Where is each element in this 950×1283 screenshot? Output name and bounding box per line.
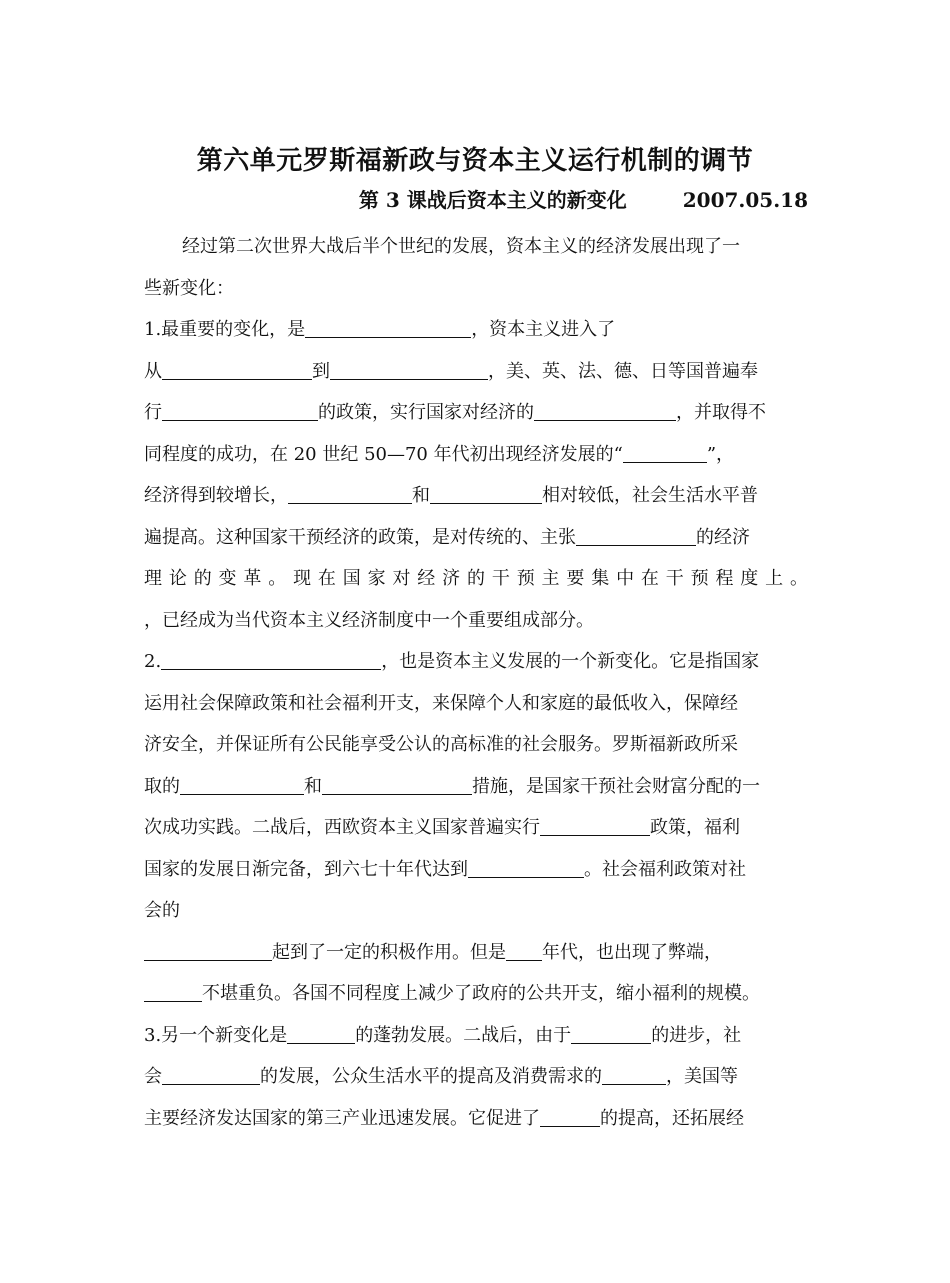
text-segment: 会的 [144,900,180,921]
text-line [144,932,808,974]
lesson-title: 第 3 课战后资本主义的新变化 [358,188,627,212]
text-line [144,309,808,351]
text-segment: 同程度的成功，在 20 世纪 50—70 年代初出现经济发展的“ [144,443,623,465]
text-segment: 济安全，并保证所有公民能享受公认的高标准的社会服务。罗斯福新政所采 [144,734,738,755]
text-segment: ，资本主义进入了 [471,319,616,340]
fill-blank[interactable] [506,940,542,961]
text-segment: 行 [144,402,162,423]
text-segment: 国家的发展日渐完备，到六七十年代达到 [144,858,468,880]
text-segment: 相对较低，社会生活水平普 [542,485,758,506]
text-line [144,1056,808,1098]
fill-blank[interactable] [144,940,272,961]
lesson-heading [359,184,808,213]
text-line [144,517,808,559]
text-segment: 的蓬勃发展。二战后，由于 [355,1024,572,1046]
lesson-date: 2007.05.18 [682,188,808,212]
text-segment: 和 [412,485,430,506]
text-segment: 运用社会保障政策和社会福利开支，来保障个人和家庭的最低收入，保障经 [144,692,738,714]
fill-blank[interactable] [144,981,202,1002]
text-segment: 到 [312,360,330,382]
text-segment: 1.最重要的变化，是 [144,319,306,340]
text-segment: 的提高，还拓展经 [600,1107,744,1129]
text-segment: 和 [304,775,322,797]
text-line [144,392,808,434]
document-title: 第六单元罗斯福新政与资本主义运行机制的调节 [196,146,754,176]
fill-blank[interactable] [288,483,412,504]
text-line [144,268,808,310]
text-line [144,766,808,808]
text-segment: 会 [144,1066,162,1087]
fill-blank[interactable] [322,774,472,795]
text-segment: 3.另一个新变化是 [144,1024,288,1046]
fill-blank[interactable] [534,400,676,421]
text-line [144,1098,808,1140]
text-segment: 从 [144,360,162,382]
text-segment: ，并取得不 [676,402,766,423]
text-line [144,351,808,393]
text-line [144,434,808,476]
text-segment: ，已经成为当代资本主义经济制度中一个重要组成部分。 [144,609,594,631]
text-segment: ，美国等 [666,1066,738,1087]
text-segment: 的进步，社 [651,1024,742,1046]
fill-blank[interactable] [571,1023,651,1044]
text-line [144,1015,808,1057]
text-segment: 取的 [144,775,180,797]
text-segment: ”， [706,443,735,465]
text-line [144,641,808,683]
text-line [144,890,808,932]
fill-blank[interactable] [180,774,304,795]
text-segment: 2. [144,651,162,672]
text-segment: 次成功实践。二战后，西欧资本主义国家普遍实行 [144,817,540,838]
text-segment: 年代，也出现了弊端， [542,941,722,963]
text-segment: 。社会福利政策对社 [584,858,746,880]
text-segment: ，美、英、法、德、日等国普遍奉 [488,360,758,382]
text-segment: 主要经济发达国家的第三产业迅速发展。它促进了 [144,1107,540,1129]
text-segment: 的发展，公众生活水平的提高及消费需求的 [260,1066,602,1087]
fill-blank[interactable] [162,359,312,380]
fill-blank[interactable] [162,1064,260,1085]
text-line [144,558,808,600]
text-segment: 经过第二次世界大战后半个世纪的发展，资本主义的经济发展出现了一 [182,236,740,257]
text-segment: 的政策，实行国家对经济的 [318,402,534,423]
fill-blank[interactable] [468,857,584,878]
fill-blank[interactable] [430,483,542,504]
fill-blank[interactable] [540,1106,600,1127]
fill-blank[interactable] [540,815,650,836]
text-segment: 措施，是国家干预社会财富分配的一 [472,775,760,797]
fill-blank[interactable] [330,359,488,380]
text-line [144,973,808,1015]
fill-blank[interactable] [602,1064,666,1085]
fill-blank[interactable] [576,525,696,546]
text-segment: 不堪重负。各国不同程度上减少了政府的公共开支，缩小福利的规模。 [202,983,760,1004]
text-line [144,849,808,891]
fill-blank[interactable] [623,442,707,463]
text-segment: 遍提高。这种国家干预经济的政策，是对传统的、主张 [144,526,576,548]
text-segment: 的经济 [696,526,750,548]
text-segment: 政策，福利 [650,817,740,838]
text-line [144,724,808,766]
fill-blank[interactable] [162,400,318,421]
document-body [144,226,808,1139]
text-line [144,683,808,725]
text-segment: 些新变化： [144,277,234,299]
text-line [144,600,808,642]
text-line [144,475,808,517]
text-segment: 理论的变革。现在国家对经济的干预主要集中在干预程度上。 [144,568,808,589]
text-segment: 起到了一定的积极作用。但是 [272,941,506,963]
fill-blank[interactable] [161,649,381,670]
text-line [144,226,808,268]
fill-blank[interactable] [287,1023,355,1044]
fill-blank[interactable] [305,317,471,338]
text-segment: ，也是资本主义发展的一个新变化。它是指国家 [381,651,760,672]
text-segment: 经济得到较增长， [144,485,288,506]
text-line [144,807,808,849]
